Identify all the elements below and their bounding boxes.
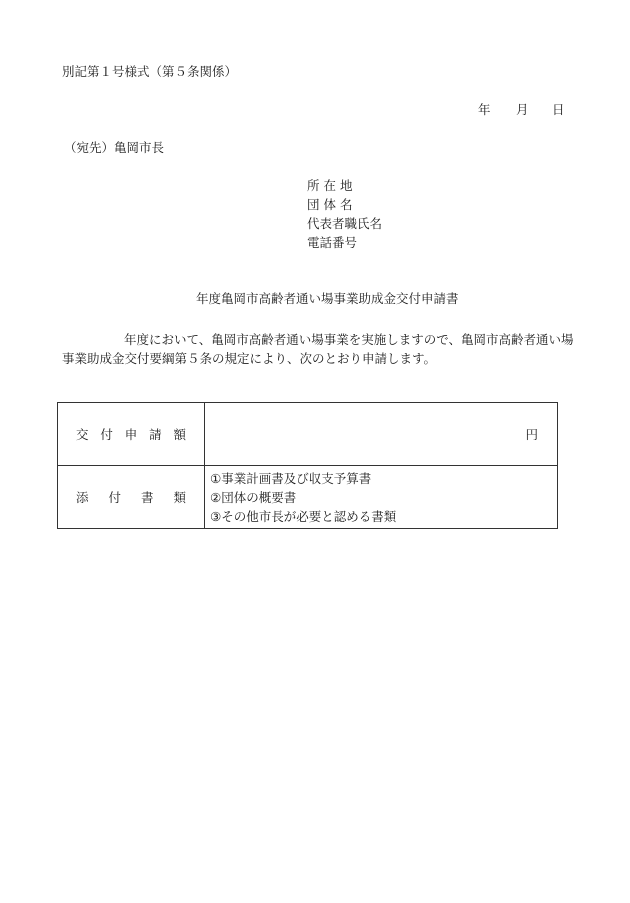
date-day-label: 日 bbox=[552, 102, 565, 117]
applicant-phone-label: 電話番号 bbox=[307, 235, 358, 250]
attachments-row bbox=[58, 466, 558, 529]
amount-row bbox=[58, 403, 558, 466]
attachments-label-cell bbox=[58, 466, 205, 529]
document-title: 年度亀岡市高齢者通い場事業助成金交付申請書 bbox=[196, 291, 459, 306]
attachment-item: ①事業計画書及び収支予算書 bbox=[210, 470, 372, 486]
attachment-item: ③その他市長が必要と認める書類 bbox=[210, 508, 397, 524]
amount-unit: 円 bbox=[525, 427, 538, 442]
addressee: （宛先）亀岡市長 bbox=[64, 140, 165, 155]
applicant-group-label: 団 体 名 bbox=[307, 197, 353, 212]
amount-value-cell bbox=[205, 403, 558, 466]
attachments-label: 添付書類 bbox=[76, 490, 186, 505]
attachment-item: ②団体の概要書 bbox=[210, 489, 297, 505]
form-number: 別記第１号様式（第５条関係） bbox=[62, 64, 238, 79]
date-year-label: 年 bbox=[478, 102, 491, 117]
applicant-representative-label: 代表者職氏名 bbox=[307, 216, 383, 231]
grant-table bbox=[57, 402, 558, 529]
applicant-address-label: 所 在 地 bbox=[307, 178, 353, 193]
amount-label: 交付申請額 bbox=[76, 427, 186, 442]
amount-label-cell bbox=[58, 403, 205, 466]
body-text: 年度において、亀岡市高齢者通い場事業を実施しますので、亀岡市高齢者通い場事業助成金交付要綱第５条の規定により、次のとおり申請します。 bbox=[62, 332, 574, 366]
date-month-label: 月 bbox=[516, 102, 529, 117]
attachments-list bbox=[205, 466, 558, 529]
